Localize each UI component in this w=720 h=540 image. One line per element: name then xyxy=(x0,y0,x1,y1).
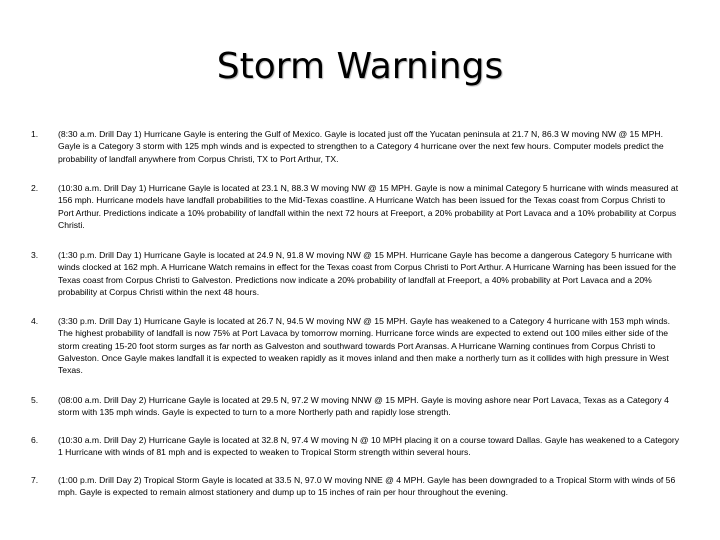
item-text: (3:30 p.m. Drill Day 1) Hurricane Gayle is located at 26.7 N, 94.5 W moving NW @ 15 MPH. Gayle has weakened to a Category 4 hurricane with 153 mph winds. The highest probability of landfall is now 75% at Port Lavaca by tomorrow morning. Hurricane force winds are expected to extend out 100 miles either side of the storm creating 15-20 foot storm surges as far north as Galveston and southward towards Port Aransas. A Hurricane Warning continues from Corpus Christi to Galveston. Once Gayle makes landfall it is expected to weaken rapidly as it moves inland and then make a northerly turn as it collides with high pressure in West Texas. xyxy=(58,316,670,376)
item-text: (1:00 p.m. Drill Day 2) Tropical Storm Gayle is located at 33.5 N, 97.0 W moving NNE @ 4 MPH. Gayle has been downgraded to a Tropical Storm with winds of 56 mph. Gayle is expected to remain almost stationery and dump up to 15 inches of rain per hour throughout the evening. xyxy=(58,475,676,498)
item-number: 7. xyxy=(31,475,39,485)
item-text: (1:30 p.m. Drill Day 1) Hurricane Gayle is located at 24.9 N, 91.8 W moving NW @ 15 MPH. Hurricane Gayle has become a dangerous Category 5 hurricane with winds clocked at 162 mph. A Hurricane Watch remains in effect for the Texas coast from Corpus Christi to Port Arthur. A Hurricane Warning has been issued for the Texas coast from Corpus Christi to Galveston. Predictions now indicate a 20% probability of landfall at Freeport, a 40% probability at Port Lavaca and a 20% probability at Corpus Christi within the next 48 hours. xyxy=(58,250,677,297)
item-number: 5. xyxy=(31,395,39,405)
item-number: 2. xyxy=(31,183,39,193)
slide-title: Storm Warnings xyxy=(216,46,504,87)
item-number: 6. xyxy=(31,435,39,445)
item-text: (08:00 a.m. Drill Day 2) Hurricane Gayle is located at 29.5 N, 97.2 W moving NNW @ 15 MPH. Gayle is moving ashore near Port Lavaca, Texas as a Category 4 storm with 135 mph winds. Gayle is expected to turn to a more Northerly path and rapidly lose strength. xyxy=(58,395,669,418)
item-text: (10:30 a.m. Drill Day 1) Hurricane Gayle is located at 23.1 N, 88.3 W moving NW @ 15 MPH. Gayle is now a minimal Category 5 hurricane with winds measured at 156 mph. Hurricane models have landfall probabilities to the Mid-Texas coastline. A Hurricane Watch has been issued for the Texas coast from Corpus Christi to Port Arthur. Predictions indicate a 10% probability of landfall within the next 72 hours at Freeport, a 20% probability at Port Lavaca and a 10% probability at Corpus Christi. xyxy=(58,183,679,230)
item-text: (10:30 a.m. Drill Day 2) Hurricane Gayle is located at 32.8 N, 97.4 W moving N @ 10 MPH placing it on a course toward Dallas. Gayle has weakened to a Category 1 Hurricane with winds of 81 mph and is expected to weaken to Tropical Storm strength within several hours. xyxy=(58,435,680,458)
item-number: 1. xyxy=(31,129,39,139)
item-number: 4. xyxy=(31,316,39,326)
item-number: 3. xyxy=(31,250,39,260)
item-text: (8:30 a.m. Drill Day 1) Hurricane Gayle is entering the Gulf of Mexico. Gayle is located just off the Yucatan peninsula at 21.7 N, 86.3 W moving NW @ 15 MPH. Gayle is a Category 3 storm with 125 mph winds and is expected to strengthen to a Category 4 hurricane over the next few hours. Computer models predict the probability of landfall anywhere from Corpus Christi, TX to Port Arthur, TX. xyxy=(58,129,664,164)
